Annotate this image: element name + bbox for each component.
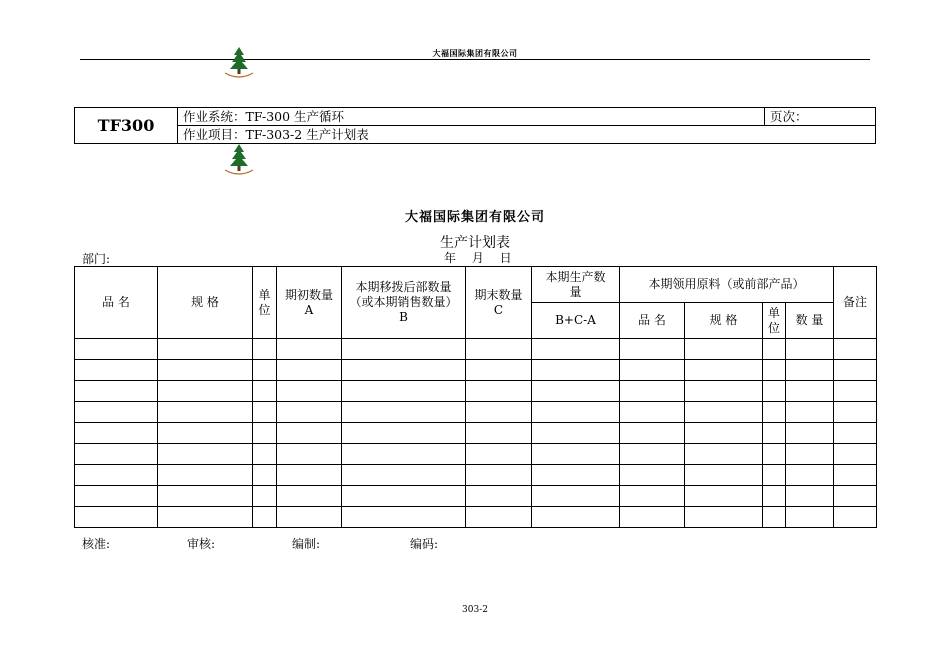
table-cell[interactable] — [620, 444, 685, 465]
table-cell[interactable] — [466, 507, 532, 528]
table-cell[interactable] — [834, 423, 877, 444]
table-cell[interactable] — [342, 339, 466, 360]
col-mat-qty: 数 量 — [786, 303, 834, 339]
table-cell[interactable] — [75, 360, 158, 381]
table-cell[interactable] — [532, 486, 620, 507]
table-cell[interactable] — [532, 360, 620, 381]
table-cell[interactable] — [158, 423, 253, 444]
col-mat-spec: 规 格 — [685, 303, 763, 339]
table-cell[interactable] — [342, 486, 466, 507]
table-cell[interactable] — [253, 339, 277, 360]
table-cell[interactable] — [342, 465, 466, 486]
table-cell[interactable] — [342, 507, 466, 528]
table-cell[interactable] — [532, 402, 620, 423]
col-closing-label: 期末数量 — [474, 287, 523, 302]
table-row — [75, 444, 877, 465]
table-cell[interactable] — [834, 507, 877, 528]
table-cell[interactable] — [253, 465, 277, 486]
table-cell[interactable] — [466, 402, 532, 423]
table-cell[interactable] — [834, 465, 877, 486]
table-cell[interactable] — [532, 381, 620, 402]
table-cell[interactable] — [342, 444, 466, 465]
table-cell[interactable] — [685, 444, 763, 465]
table-cell[interactable] — [532, 423, 620, 444]
item-label: 作业项目： — [183, 127, 246, 142]
col-spec: 规 格 — [158, 267, 253, 339]
table-cell[interactable] — [620, 486, 685, 507]
table-row — [75, 507, 877, 528]
col-opening — [277, 267, 342, 339]
table-cell[interactable] — [253, 360, 277, 381]
system-value: TF-300 生产循环 — [245, 109, 345, 124]
item-cell — [178, 126, 876, 144]
table-cell[interactable] — [685, 381, 763, 402]
form-company-name: 大福国际集团有限公司 — [404, 210, 545, 225]
table-cell[interactable] — [277, 339, 342, 360]
table-cell[interactable] — [786, 381, 834, 402]
table-cell[interactable] — [685, 507, 763, 528]
table-cell[interactable] — [158, 444, 253, 465]
table-cell[interactable] — [466, 465, 532, 486]
form-title: 生产计划表 — [440, 235, 510, 251]
table-cell[interactable] — [620, 402, 685, 423]
table-cell[interactable] — [620, 339, 685, 360]
table-cell[interactable] — [277, 486, 342, 507]
item-value: TF-303-2 生产计划表 — [245, 127, 369, 142]
table-cell[interactable] — [763, 381, 786, 402]
table-cell[interactable] — [786, 444, 834, 465]
table-cell[interactable] — [786, 402, 834, 423]
table-cell[interactable] — [158, 339, 253, 360]
system-label: 作业系统： — [183, 109, 246, 124]
table-body — [75, 339, 877, 528]
table-cell[interactable] — [620, 381, 685, 402]
table-cell[interactable] — [466, 444, 532, 465]
table-cell[interactable] — [342, 360, 466, 381]
table-cell[interactable] — [786, 486, 834, 507]
col-remarks: 备注 — [834, 267, 877, 339]
col-mat-name: 品 名 — [620, 303, 685, 339]
code-label: 编码: — [410, 537, 439, 551]
production-plan-table — [74, 266, 877, 528]
table-cell[interactable] — [763, 444, 786, 465]
table-cell[interactable] — [834, 486, 877, 507]
col-opening-code: A — [304, 302, 314, 317]
table-cell[interactable] — [75, 444, 158, 465]
table-cell[interactable] — [277, 360, 342, 381]
table-cell[interactable] — [158, 381, 253, 402]
table-cell[interactable] — [253, 486, 277, 507]
col-opening-label: 期初数量 — [285, 287, 334, 302]
table-cell[interactable] — [75, 402, 158, 423]
header-company-name: 大福国际集团有限公司 — [432, 49, 518, 58]
table-cell[interactable] — [342, 423, 466, 444]
page-number: 303-2 — [462, 605, 488, 615]
table-row — [75, 465, 877, 486]
date-label: 年 月 日 — [444, 251, 512, 265]
header-rule — [80, 59, 870, 60]
table-cell[interactable] — [834, 360, 877, 381]
table-cell[interactable] — [685, 465, 763, 486]
table-cell[interactable] — [532, 465, 620, 486]
table-cell[interactable] — [253, 423, 277, 444]
table-cell[interactable] — [253, 381, 277, 402]
form-code: TF300 — [75, 108, 178, 144]
table-cell[interactable] — [277, 381, 342, 402]
col-unit: 单位 — [253, 267, 277, 339]
table-cell[interactable] — [277, 423, 342, 444]
table-cell[interactable] — [685, 402, 763, 423]
col-transfer-code: B — [399, 310, 408, 324]
department-label: 部门: — [82, 252, 111, 266]
col-transfer-label: 本期移拨后部数量（或本期销售数量） — [349, 280, 458, 309]
table-cell[interactable] — [158, 507, 253, 528]
table-cell[interactable] — [685, 423, 763, 444]
tree-logo-icon — [221, 142, 257, 178]
table-cell[interactable] — [466, 381, 532, 402]
document-info-table — [74, 107, 876, 144]
table-cell[interactable] — [342, 402, 466, 423]
table-cell[interactable] — [786, 339, 834, 360]
table-cell[interactable] — [253, 402, 277, 423]
table-cell[interactable] — [75, 465, 158, 486]
col-closing — [466, 267, 532, 339]
table-cell[interactable] — [532, 507, 620, 528]
table-row — [75, 486, 877, 507]
review-label: 审核: — [187, 537, 216, 551]
table-cell[interactable] — [685, 360, 763, 381]
table-cell[interactable] — [763, 486, 786, 507]
table-cell[interactable] — [253, 444, 277, 465]
table-row — [75, 360, 877, 381]
table-cell[interactable] — [253, 507, 277, 528]
col-closing-code: C — [493, 302, 504, 317]
table-cell[interactable] — [620, 423, 685, 444]
table-cell[interactable] — [786, 360, 834, 381]
table-cell[interactable] — [466, 486, 532, 507]
table-cell[interactable] — [763, 507, 786, 528]
col-materials-group: 本期领用原料（或前部产品） — [620, 267, 834, 303]
table-cell[interactable] — [277, 507, 342, 528]
table-cell[interactable] — [466, 360, 532, 381]
system-cell — [178, 108, 765, 126]
table-cell[interactable] — [532, 339, 620, 360]
table-cell[interactable] — [75, 423, 158, 444]
table-cell[interactable] — [685, 486, 763, 507]
table-row — [75, 423, 877, 444]
table-cell[interactable] — [620, 360, 685, 381]
table-cell[interactable] — [834, 444, 877, 465]
table-cell[interactable] — [277, 402, 342, 423]
table-cell[interactable] — [277, 465, 342, 486]
table-cell[interactable] — [466, 339, 532, 360]
col-transfer — [342, 267, 466, 339]
table-cell[interactable] — [75, 486, 158, 507]
table-cell[interactable] — [763, 339, 786, 360]
table-cell[interactable] — [75, 507, 158, 528]
table-row — [75, 402, 877, 423]
tree-logo-icon — [221, 45, 257, 81]
table-cell[interactable] — [158, 486, 253, 507]
table-cell[interactable] — [834, 402, 877, 423]
table-cell[interactable] — [158, 465, 253, 486]
col-production-formula: B+C-A — [532, 303, 620, 339]
approve-label: 核准: — [82, 537, 111, 551]
table-cell[interactable] — [834, 339, 877, 360]
col-name: 品 名 — [75, 267, 158, 339]
col-production: 本期生产数量 — [532, 267, 620, 303]
table-cell[interactable] — [620, 465, 685, 486]
table-cell[interactable] — [763, 402, 786, 423]
table-cell[interactable] — [277, 444, 342, 465]
table-cell[interactable] — [342, 381, 466, 402]
page-label: 页次： — [765, 108, 876, 126]
table-cell[interactable] — [763, 465, 786, 486]
table-cell[interactable] — [620, 507, 685, 528]
table-cell[interactable] — [763, 360, 786, 381]
table-cell[interactable] — [75, 339, 158, 360]
table-cell[interactable] — [685, 339, 763, 360]
prepare-label: 编制: — [292, 537, 321, 551]
table-cell[interactable] — [786, 507, 834, 528]
table-cell[interactable] — [158, 402, 253, 423]
table-cell[interactable] — [75, 381, 158, 402]
table-cell[interactable] — [763, 423, 786, 444]
table-cell[interactable] — [158, 360, 253, 381]
table-row — [75, 339, 877, 360]
table-cell[interactable] — [834, 381, 877, 402]
table-cell[interactable] — [532, 444, 620, 465]
table-cell[interactable] — [466, 423, 532, 444]
table-cell[interactable] — [786, 465, 834, 486]
col-mat-unit: 单位 — [763, 303, 786, 339]
table-row — [75, 381, 877, 402]
table-cell[interactable] — [786, 423, 834, 444]
